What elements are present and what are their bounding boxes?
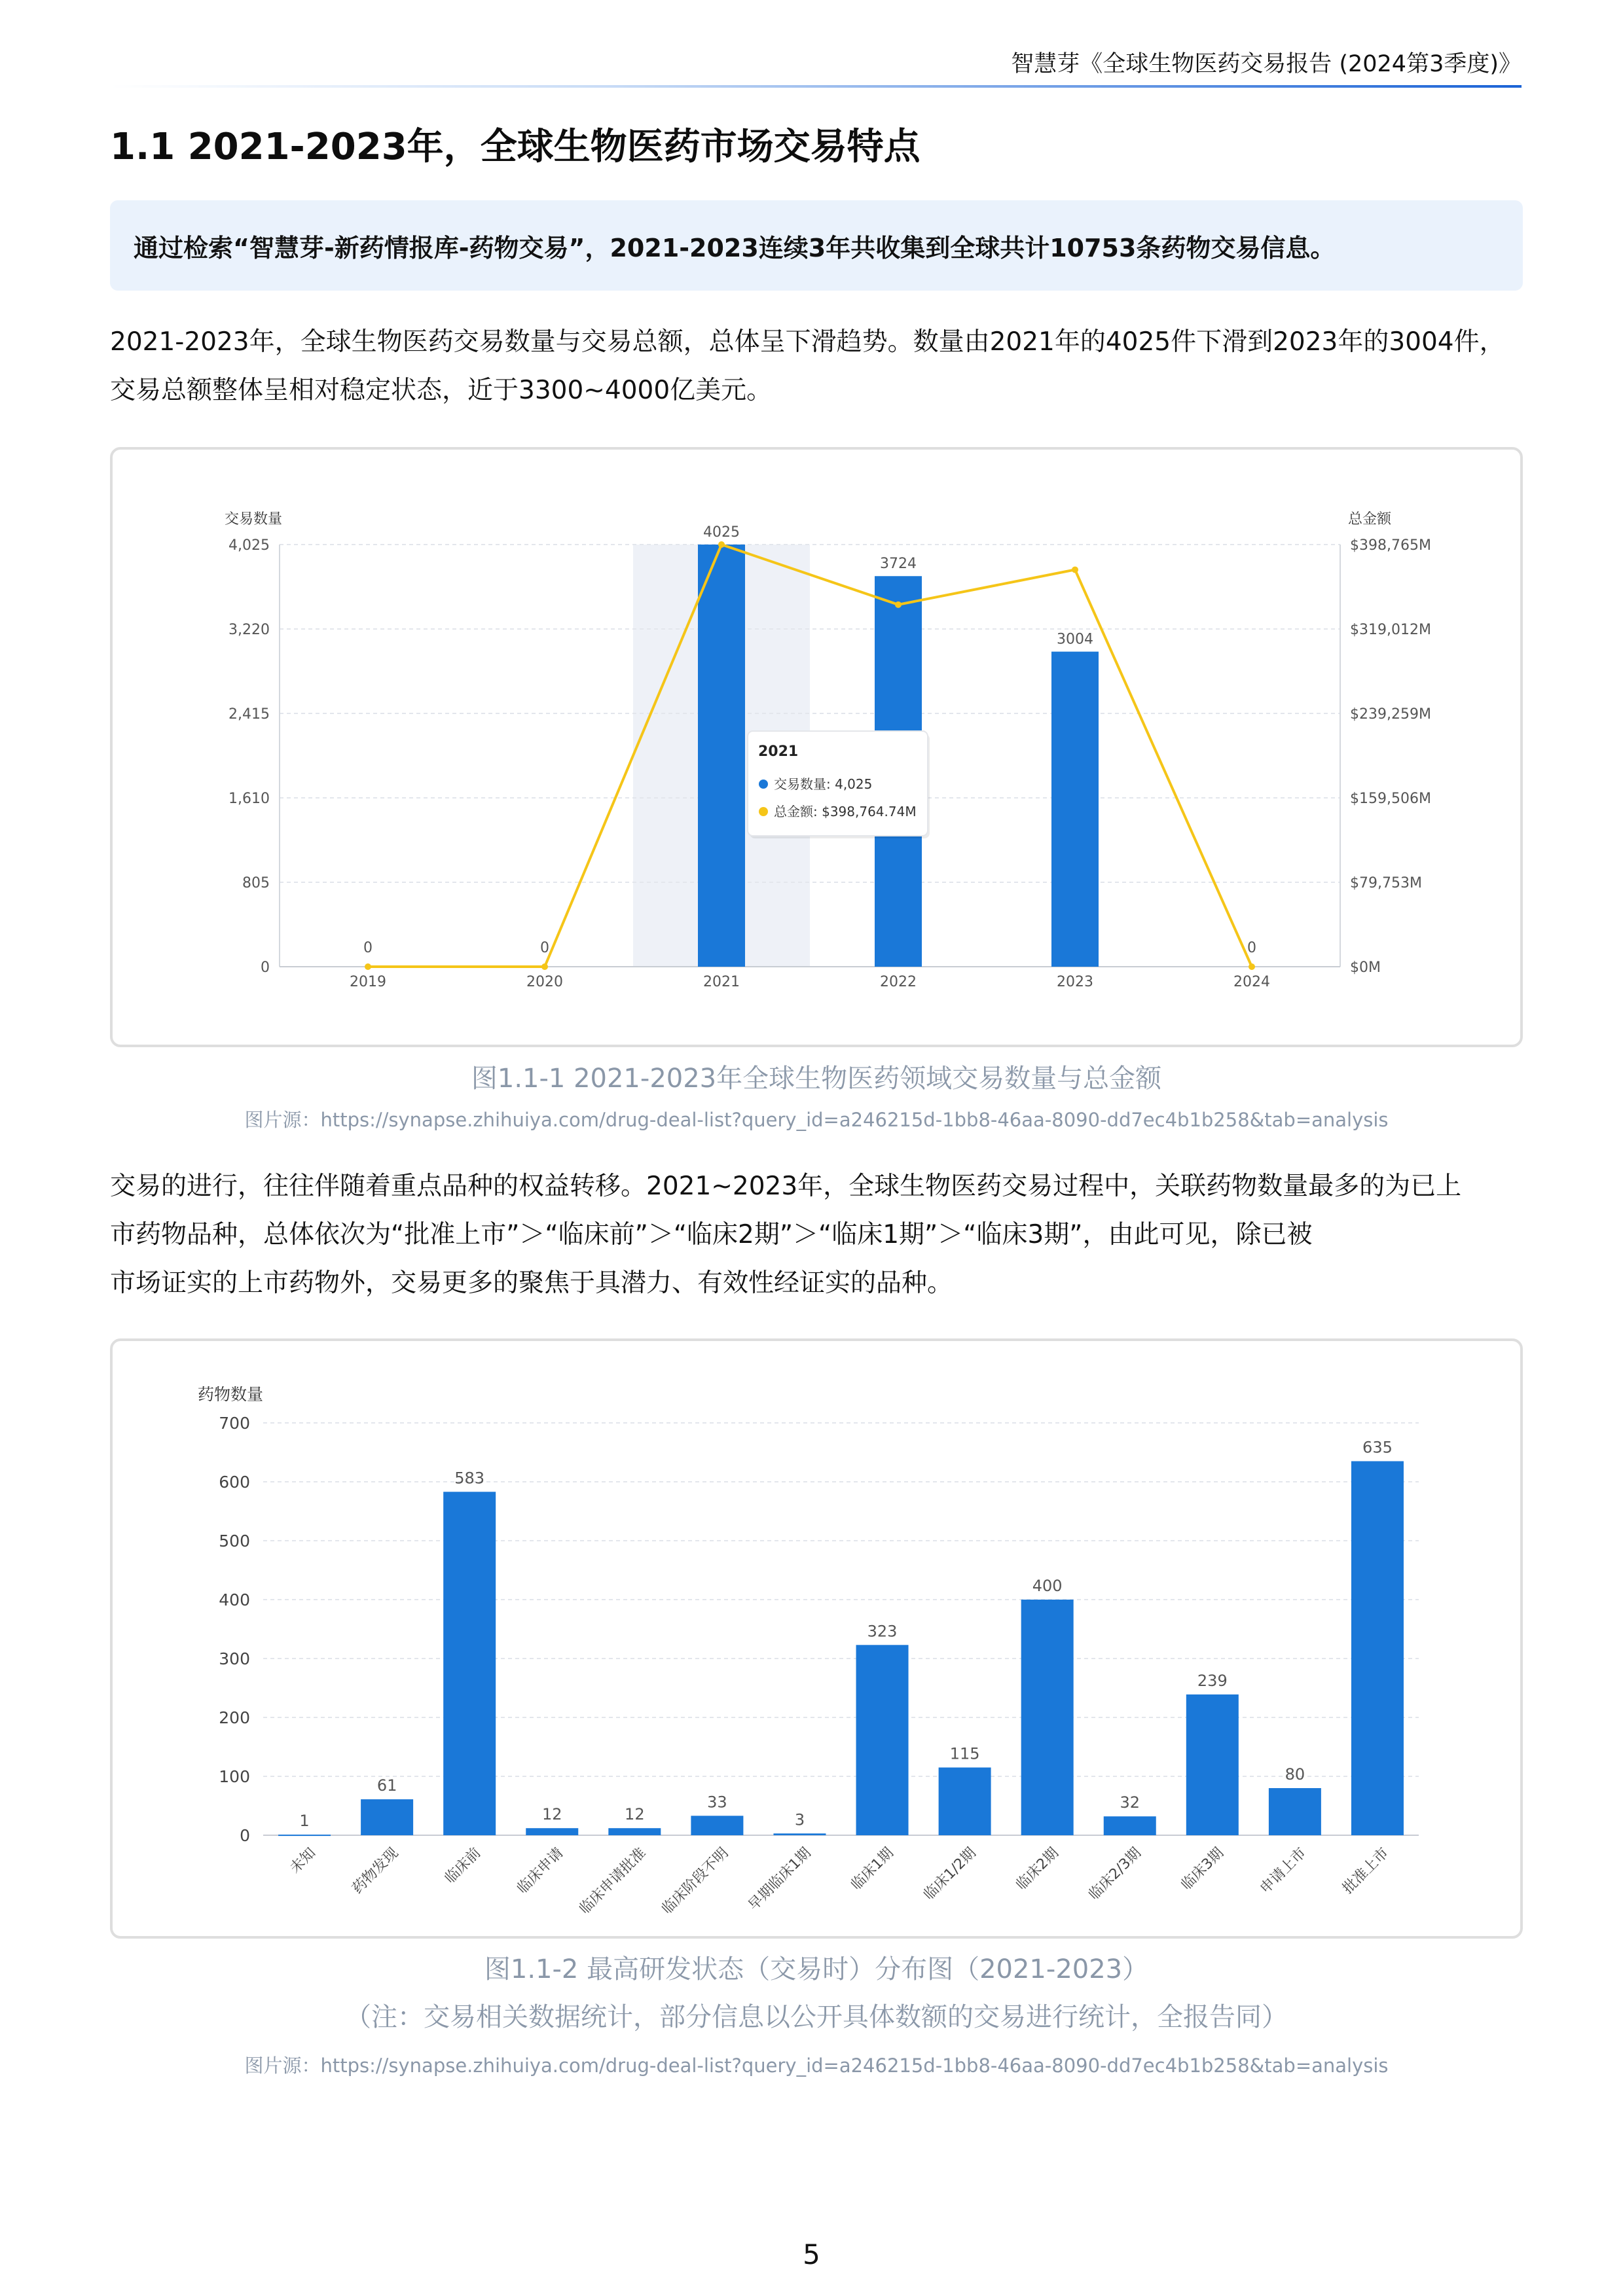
y-tick-label: 0 (261, 960, 270, 976)
x-tick-label: 2024 (1233, 974, 1270, 990)
bar-value-label: 0 (540, 940, 549, 956)
amount-point-2024 (1249, 963, 1255, 970)
x-tick-label: 批准上市 (1340, 1844, 1393, 1897)
bar-value-label: 400 (1032, 1577, 1063, 1595)
chart-development-status (113, 1341, 1520, 1936)
x-tick-label: 临床2/3期 (1085, 1844, 1144, 1903)
bar-value-label: 61 (376, 1776, 397, 1795)
y-tick-label: 600 (219, 1473, 250, 1492)
bar-临床前 (443, 1492, 496, 1835)
tooltip-amount-dot (759, 807, 768, 816)
bar-临床1期 (856, 1645, 909, 1835)
bar-value-label: 12 (625, 1805, 645, 1824)
chart-deal-count-and-amount (113, 450, 1520, 1045)
y-tick-label: 400 (219, 1590, 250, 1609)
paragraph-1-line-2: 交易总额整体呈相对稳定状态，近于3300~4000亿美元。 (110, 376, 773, 405)
amount-point-2022 (895, 601, 902, 608)
figure-2-source: 图片源：https://synapse.zhihuiya.com/drug-deal-list?query_id=a246215d-1bb8-46aa-8090-dd7ec4b1b258&tab=analysis (244, 2054, 1389, 2077)
y-tick-label: 700 (219, 1414, 250, 1433)
bar-2021 (698, 545, 745, 967)
y2-tick-label: $398,765M (1350, 537, 1431, 554)
amount-point-2023 (1072, 566, 1078, 573)
header-divider (110, 85, 1522, 88)
bar-临床申请批准 (608, 1828, 661, 1835)
bar-临床2期 (1021, 1600, 1074, 1835)
y2-tick-label: $79,753M (1350, 875, 1422, 891)
bar-value-label: 1 (299, 1812, 310, 1831)
x-tick-label: 药物发现 (349, 1844, 402, 1897)
figure-1-frame (110, 447, 1523, 1047)
bar-value-label: 239 (1197, 1671, 1228, 1690)
x-tick-label: 临床前 (442, 1844, 484, 1887)
x-tick-label: 临床申请批准 (576, 1844, 649, 1918)
x-tick-label: 申请上市 (1257, 1844, 1310, 1897)
bar-value-label: 33 (707, 1793, 727, 1812)
x-tick-label: 2020 (526, 974, 563, 990)
paragraph-1 (110, 318, 1523, 415)
y-tick-label: 0 (240, 1826, 250, 1845)
callout-box (110, 200, 1523, 291)
bar-未知 (278, 1835, 331, 1836)
figure-1-source: 图片源：https://synapse.zhihuiya.com/drug-deal-list?query_id=a246215d-1bb8-46aa-8090-dd7ec4b1b258&tab=analysis (244, 1109, 1389, 1131)
tooltip-count-dot (759, 780, 768, 789)
x-tick-label: 2023 (1057, 974, 1093, 990)
y-axis-title: 药物数量 (197, 1385, 264, 1404)
bar-value-label: 583 (454, 1469, 485, 1488)
bar-value-label: 12 (541, 1805, 562, 1824)
bar-批准上市 (1351, 1462, 1404, 1836)
callout-text: 通过检索“智慧芽-新药情报库-药物交易”，2021-2023连续3年共收集到全球共计10753条药物交易信息。 (134, 233, 1336, 262)
y-tick-label: 1,610 (228, 791, 270, 807)
bar-临床申请 (526, 1828, 578, 1835)
x-tick-label: 未知 (287, 1844, 319, 1877)
y-tick-label: 3,220 (228, 622, 270, 638)
y2-tick-label: $319,012M (1350, 622, 1431, 638)
x-tick-label: 临床阶段不明 (659, 1844, 732, 1918)
x-tick-label: 临床申请 (514, 1844, 567, 1897)
y2-tick-label: $159,506M (1350, 791, 1431, 807)
tooltip-amount: 总金额: $398,764.74M (774, 804, 917, 819)
bar-申请上市 (1269, 1788, 1321, 1835)
bar-value-label: 80 (1285, 1765, 1305, 1784)
tooltip-count: 交易数量: 4,025 (774, 776, 873, 792)
bar-药物发现 (361, 1799, 413, 1835)
tooltip-title: 2021 (758, 744, 799, 760)
y2-tick-label: $0M (1350, 960, 1381, 976)
x-tick-label: 临床3期 (1178, 1844, 1228, 1893)
bar-2023 (1051, 652, 1099, 967)
bar-value-label: 115 (949, 1744, 980, 1763)
x-tick-label: 临床2期 (1013, 1844, 1062, 1893)
paragraph-2-line-3: 市场证实的上市药物外，交易更多的聚焦于具潜力、有效性经证实的品种。 (110, 1268, 953, 1298)
y-tick-label: 500 (219, 1532, 250, 1551)
paragraph-2-line-1: 交易的进行，往往伴随着重点品种的权益转移。2021~2023年，全球生物医药交易过程中，关联药物数量最多的为已上 (110, 1172, 1462, 1201)
bar-value-label: 0 (1247, 940, 1256, 956)
y2-axis-title: 总金额 (1347, 511, 1392, 528)
bar-value-label: 3004 (1057, 631, 1093, 648)
bar-早期临床1期 (773, 1833, 826, 1835)
bar-临床2/3期 (1104, 1816, 1156, 1835)
tooltip (748, 731, 930, 838)
bar-临床3期 (1186, 1695, 1239, 1835)
bar-value-label: 4025 (703, 524, 740, 541)
x-tick-label: 2022 (880, 974, 917, 990)
figure-1-caption: 图1.1-1 2021-2023年全球生物医药领域交易数量与总金额 (471, 1064, 1162, 1094)
bar-value-label: 0 (363, 940, 373, 956)
figure-2-caption: 图1.1-2 最高研发状态（交易时）分布图（2021-2023） (484, 1954, 1149, 1984)
section-title: 1.1 2021-2023年，全球生物医药市场交易特点 (110, 126, 921, 168)
figure-2-frame (110, 1338, 1523, 1939)
x-tick-label: 2021 (703, 974, 740, 990)
paragraph-2-line-2: 市药物品种，总体依次为“批准上市”＞“临床前”＞“临床2期”＞“临床1期”＞“临床3期”，由此可见，除已被 (110, 1220, 1313, 1249)
y-tick-label: 200 (219, 1708, 250, 1727)
bar-value-label: 3724 (880, 556, 917, 573)
bar-value-label: 323 (867, 1622, 898, 1641)
paragraph-1-line-1: 2021-2023年，全球生物医药交易数量与交易总额，总体呈下滑趋势。数量由2021年的4025件下滑到2023年的3004件， (110, 327, 1505, 357)
amount-point-2019 (365, 963, 371, 970)
y2-tick-label: $239,259M (1350, 706, 1431, 723)
paragraph-2 (110, 1162, 1523, 1308)
page-number: 5 (803, 2238, 820, 2270)
bar-value-label: 3 (794, 1810, 805, 1829)
figure-2-note: （注：交易相关数据统计，部分信息以公开具体数额的交易进行统计，全报告同） (345, 2002, 1288, 2032)
x-tick-label: 2019 (350, 974, 386, 990)
report-header-title: 智慧芽《全球生物医药交易报告 (2024第3季度)》 (1011, 51, 1522, 77)
y-tick-label: 300 (219, 1649, 250, 1668)
bar-临床阶段不明 (691, 1816, 743, 1835)
y-tick-label: 805 (242, 875, 270, 891)
x-tick-label: 临床1期 (848, 1844, 897, 1893)
bar-value-label: 635 (1362, 1438, 1393, 1457)
y-tick-label: 2,415 (228, 706, 270, 723)
y-tick-label: 4,025 (228, 537, 270, 554)
x-tick-label: 临床1/2期 (921, 1844, 979, 1903)
amount-point-2021 (718, 541, 725, 548)
amount-point-2020 (541, 963, 548, 970)
bar-临床1/2期 (939, 1768, 991, 1836)
x-tick-label: 早期临床1期 (745, 1844, 814, 1914)
y-axis-title: 交易数量 (224, 511, 283, 528)
bar-value-label: 32 (1120, 1793, 1140, 1812)
y-tick-label: 100 (219, 1767, 250, 1786)
